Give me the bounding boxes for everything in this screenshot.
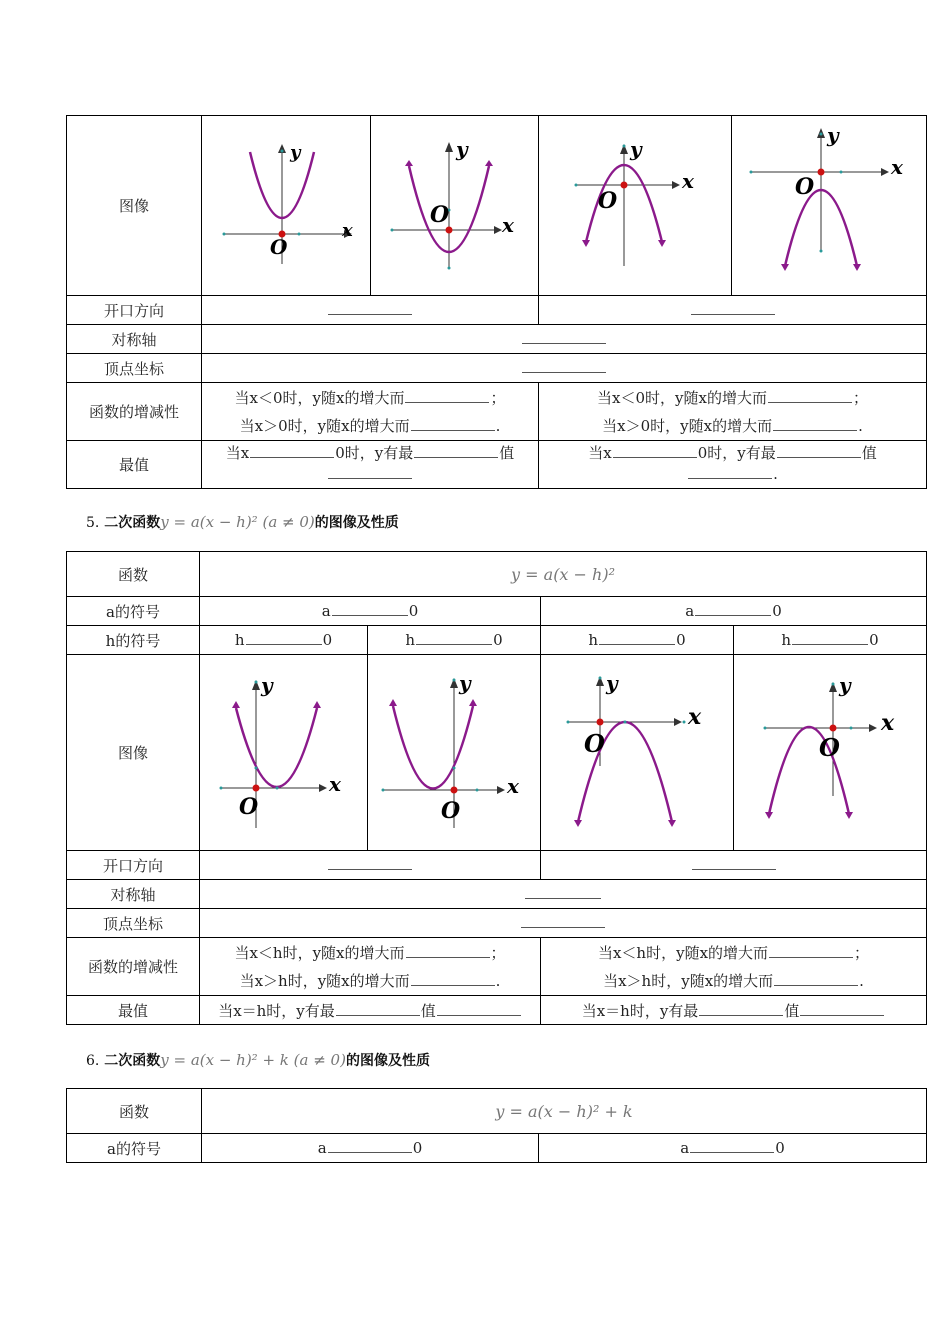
blank-axis[interactable] <box>525 885 601 899</box>
row-label-h-sign: h的符号 <box>67 626 200 655</box>
blank-ext[interactable] <box>699 1002 783 1016</box>
row-label-extreme: 最值 <box>67 441 202 489</box>
row-label-axis: 对称轴 <box>67 325 202 354</box>
parabola-graph-down-h-positive <box>542 656 732 846</box>
parabola-graph-down-vertex-below <box>733 116 925 291</box>
blank-opening-right[interactable] <box>691 301 775 315</box>
blank-mono[interactable] <box>773 417 857 431</box>
blank-ext[interactable] <box>688 465 772 479</box>
blank-vertex[interactable] <box>522 359 606 373</box>
graph-cell <box>539 116 732 296</box>
blank-mono[interactable] <box>411 417 495 431</box>
blank-mono[interactable] <box>774 972 858 986</box>
blank-mono[interactable] <box>769 944 853 958</box>
x-axis-label: x <box>891 155 903 179</box>
y-axis-label: y <box>839 672 851 697</box>
section-formula: y = a(x − h)² + k (a ≠ 0) <box>160 1051 346 1069</box>
parabola-graph-down-vertex-above <box>540 116 730 291</box>
origin-label: O <box>239 793 259 820</box>
blank-a-sign[interactable] <box>690 1139 774 1153</box>
table-1: 图像 y x O y x O y x O y x O 开口方向 对称轴 顶点坐标 函数的增减性 当x＜0时，y随x的增大而 ； 当x＞0时，y随x的增大而 . 当x＜0时，y随x的增大而 ； 当x＞0时，y随x的增大而 . 最值 当x 0时，y有最 值 当x 0时，y有最 值 . <box>66 115 927 489</box>
x-axis-label: x <box>329 771 341 796</box>
y-axis-label: y <box>827 123 839 147</box>
row-label-a-sign: a的符号 <box>67 1134 202 1163</box>
origin-label: O <box>430 202 450 228</box>
row-label-extreme: 最值 <box>67 996 200 1025</box>
row-label-image: 图像 <box>67 655 200 851</box>
function-formula: y = a(x − h)² + k <box>495 1101 633 1121</box>
blank-ext[interactable] <box>328 465 412 479</box>
y-axis-label: y <box>456 137 468 161</box>
parabola-graph-up-vertex-below <box>372 116 537 291</box>
origin-label: O <box>598 188 618 214</box>
blank-a-sign[interactable] <box>328 1139 412 1153</box>
blank-ext[interactable] <box>437 1002 521 1016</box>
blank-ext[interactable] <box>613 444 697 458</box>
graph-cell <box>371 116 539 296</box>
function-formula: y = a(x − h)² <box>511 564 615 584</box>
blank-mono[interactable] <box>405 389 489 403</box>
row-label-image: 图像 <box>67 116 202 296</box>
blank-vertex[interactable] <box>521 914 605 928</box>
x-axis-label: x <box>341 220 353 241</box>
y-axis-label: y <box>630 137 642 161</box>
section-5-heading: 5. 二次函数y = a(x − h)² (a ≠ 0)的图像及性质 <box>86 513 399 531</box>
blank-opening-right[interactable] <box>692 856 776 870</box>
row-label-function: 函数 <box>67 1089 202 1134</box>
blank-ext[interactable] <box>336 1002 420 1016</box>
blank-mono[interactable] <box>406 944 490 958</box>
parabola-graph-down-h-negative <box>735 656 925 846</box>
blank-mono[interactable] <box>768 389 852 403</box>
origin-label: O <box>584 728 605 758</box>
x-axis-label: x <box>881 709 895 736</box>
blank-ext[interactable] <box>800 1002 884 1016</box>
graph-cell <box>732 116 927 296</box>
section-6-heading: 6. 二次函数y = a(x − h)² + k (a ≠ 0)的图像及性质 <box>86 1051 430 1069</box>
blank-ext[interactable] <box>777 444 861 458</box>
x-axis-label: x <box>688 703 702 730</box>
blank-opening-left[interactable] <box>328 301 412 315</box>
row-label-a-sign: a的符号 <box>67 597 200 626</box>
parabola-graph-up-vertex-above <box>204 116 369 291</box>
section-formula: y = a(x − h)² (a ≠ 0) <box>160 513 315 531</box>
blank-ext[interactable] <box>414 444 498 458</box>
origin-label: O <box>441 797 461 824</box>
blank-h-sign[interactable] <box>792 631 868 645</box>
blank-opening-left[interactable] <box>328 856 412 870</box>
row-label-function: 函数 <box>67 552 200 597</box>
parabola-graph-up-h-negative <box>369 656 539 846</box>
origin-label: O <box>819 732 840 762</box>
blank-axis[interactable] <box>522 330 606 344</box>
y-axis-label: y <box>261 672 273 697</box>
x-axis-label: x <box>507 773 519 798</box>
x-axis-label: x <box>682 169 694 193</box>
blank-h-sign[interactable] <box>599 631 675 645</box>
origin-label: O <box>269 235 287 259</box>
y-axis-label: y <box>459 670 471 695</box>
blank-a-sign[interactable] <box>695 602 771 616</box>
table-3: 函数 y = a(x − h)² + k a的符号 a 0 a 0 <box>66 1088 927 1163</box>
table-2: 函数 y = a(x − h)² a的符号 a 0 a 0 h的符号 h 0 h 0 h 0 h 0 图像 y x O y x O y x O y x O 开口方向 对称轴 顶点坐标 函数的增减性 当x＜h时，y随x的增大而 ； 当x＞h时，y随x的增大而 . 当x＜h时，y随x的增大而 ； 当x＞h时，y随x的增大而 . 最值 当x＝h时，y有最 值 当x＝h时，y有最 值 <box>66 551 927 1025</box>
row-label-vertex: 顶点坐标 <box>67 354 202 383</box>
blank-ext[interactable] <box>250 444 334 458</box>
blank-mono[interactable] <box>411 972 495 986</box>
graph-cell <box>202 116 371 296</box>
blank-h-sign[interactable] <box>416 631 492 645</box>
row-label-monotonicity: 函数的增减性 <box>67 938 200 996</box>
row-label-opening: 开口方向 <box>67 296 202 325</box>
row-label-monotonicity: 函数的增减性 <box>67 383 202 441</box>
origin-label: O <box>795 174 815 200</box>
blank-a-sign[interactable] <box>332 602 408 616</box>
blank-h-sign[interactable] <box>246 631 322 645</box>
parabola-graph-up-h-positive <box>201 656 366 846</box>
row-label-axis: 对称轴 <box>67 880 200 909</box>
y-axis-label: y <box>289 142 300 163</box>
row-label-vertex: 顶点坐标 <box>67 909 200 938</box>
row-label-opening: 开口方向 <box>67 851 200 880</box>
x-axis-label: x <box>502 213 514 237</box>
y-axis-label: y <box>606 670 618 695</box>
